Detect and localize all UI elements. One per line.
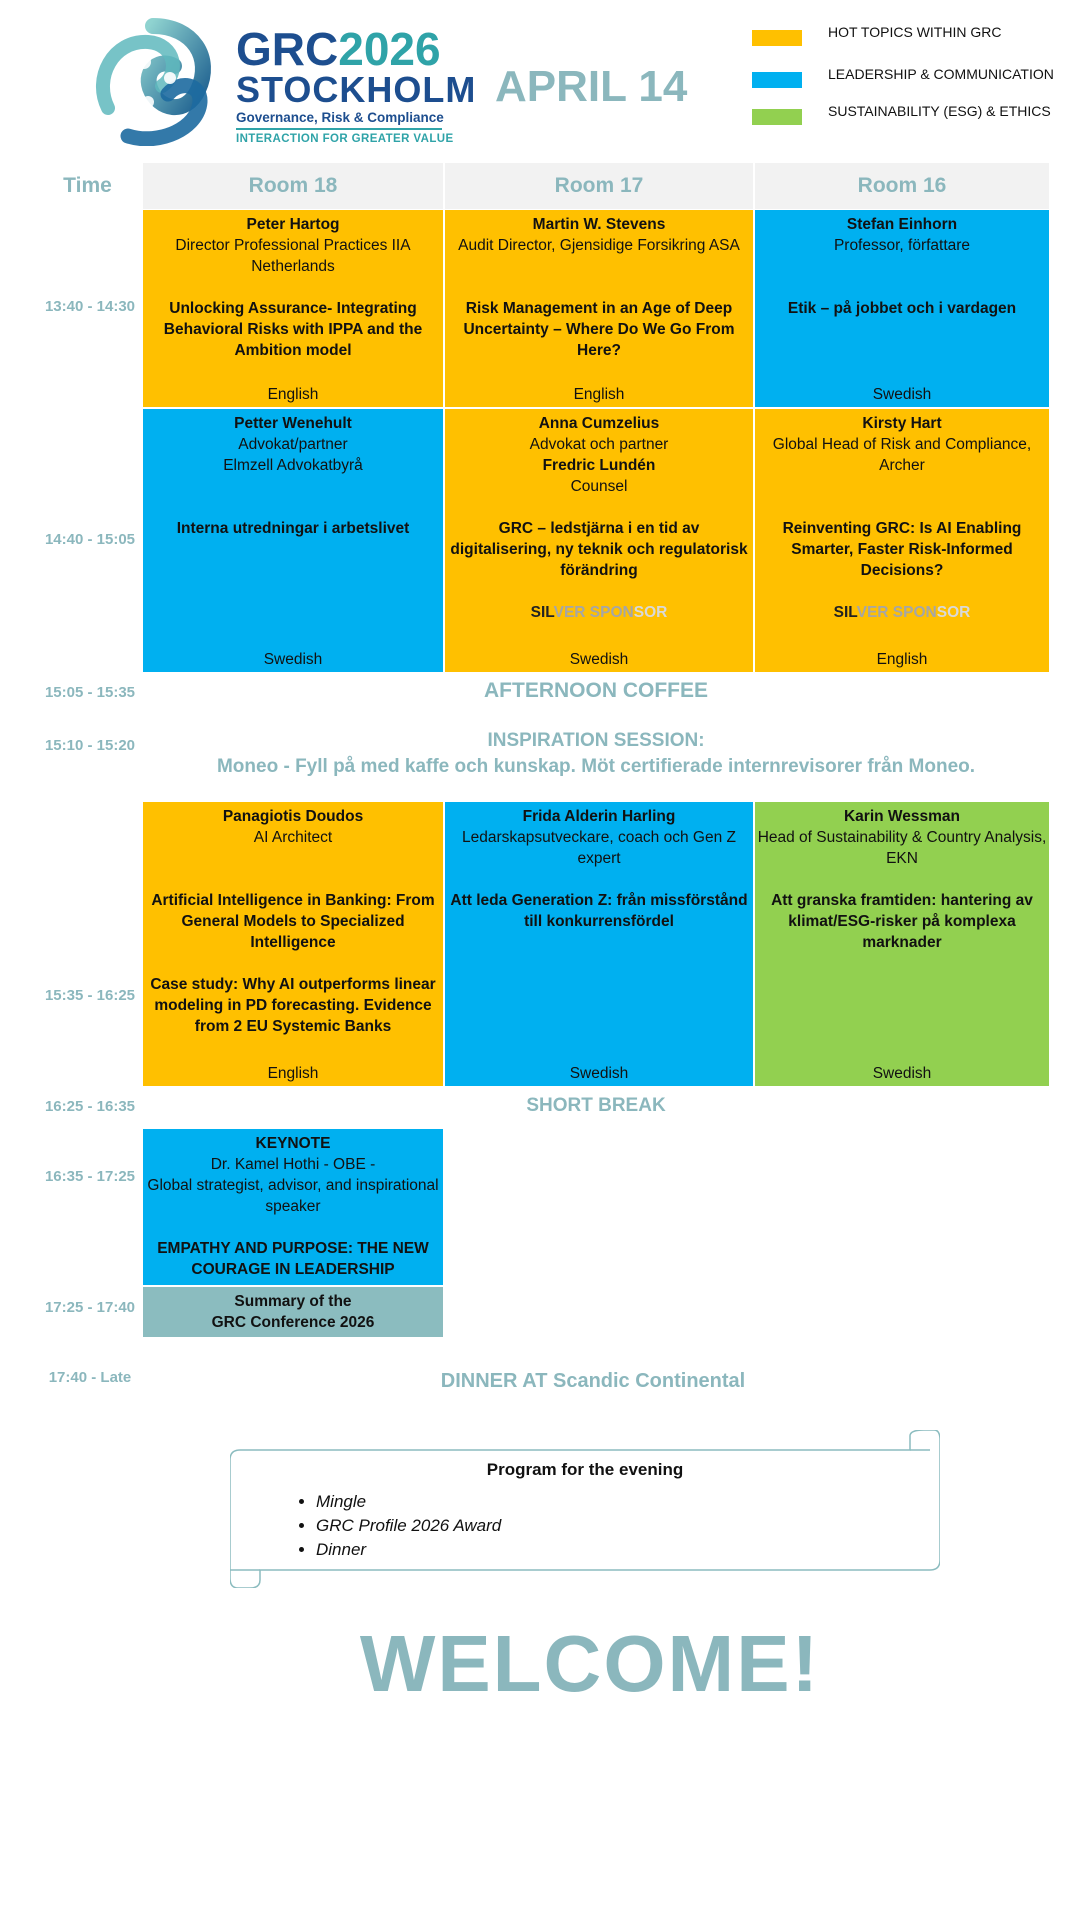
speaker-name: Kirsty Hart bbox=[862, 415, 942, 432]
session-title: Reinventing GRC: Is AI Enabling Smarter, Faster Risk-Informed Decisions? bbox=[782, 520, 1022, 579]
column-header-room-17: Room 17 bbox=[445, 163, 753, 209]
session-card[interactable] bbox=[755, 409, 1049, 672]
time-summary: 17:25 - 17:40 bbox=[44, 1299, 136, 1316]
speaker-role: Advokat/partner bbox=[238, 436, 348, 453]
session-title: Etik – på jobbet och i vardagen bbox=[787, 300, 1017, 317]
session-subtitle: Case study: Why AI outperforms linear modeling in PD forecasting. Evidence from 2 EU Systemic Banks bbox=[150, 976, 436, 1035]
speaker-role: Global Head of Risk and Compliance, Archer bbox=[772, 436, 1032, 474]
speaker-name: Karin Wessman bbox=[843, 808, 960, 825]
legend-swatch bbox=[752, 109, 802, 125]
speaker-role: Audit Director, Gjensidige Forsikring ASA bbox=[458, 237, 740, 254]
list-item: • Mingle bbox=[316, 1490, 501, 1514]
speaker-name: Petter Wenehult bbox=[234, 415, 352, 432]
session-card[interactable] bbox=[445, 802, 753, 1086]
conference-logo bbox=[88, 18, 477, 146]
column-header-time: Time bbox=[63, 174, 112, 197]
list-item: • GRC Profile 2026 Award bbox=[316, 1514, 501, 1538]
evening-program-list bbox=[300, 1490, 501, 1562]
speaker-role: AI Architect bbox=[253, 829, 333, 846]
keynote-heading: KEYNOTE bbox=[255, 1135, 331, 1152]
logo-tagline: INTERACTION FOR GREATER VALUE bbox=[236, 133, 454, 145]
speaker-name: Peter Hartog bbox=[246, 216, 340, 233]
speaker-name: Frida Alderin Harling bbox=[522, 808, 676, 825]
session-card[interactable] bbox=[143, 210, 443, 407]
afternoon-coffee-label: AFTERNOON COFFEE bbox=[484, 679, 708, 702]
legend-swatch bbox=[752, 30, 802, 46]
session-title: Artificial Intelligence in Banking: From General Models to Specialized Intelligence bbox=[151, 892, 435, 951]
speaker-role: Ledarskapsutveckare, coach och Gen Z expert bbox=[462, 829, 736, 867]
speaker-role: Head of Sustainability & Country Analysis, EKN bbox=[757, 829, 1047, 867]
inspiration-session-detail: Moneo - Fyll på med kaffe och kunskap. Möt certifierade internrevisorer från Moneo. bbox=[216, 756, 976, 777]
logo-subtitle: Governance, Risk & Compliance bbox=[236, 110, 444, 125]
time-slot-3: 15:35 - 16:25 bbox=[44, 987, 136, 1004]
logo-word-grc: GRC bbox=[236, 23, 339, 75]
session-title: GRC – ledstjärna i en tid av digitalisering, ny teknik och regulatorisk förändring bbox=[450, 520, 748, 579]
speaker-name-2: Fredric Lundén bbox=[542, 457, 656, 474]
time-slot-2: 14:40 - 15:05 bbox=[44, 531, 136, 548]
session-language: English bbox=[267, 386, 319, 403]
keynote-role: Global strategist, advisor, and inspirational speaker bbox=[147, 1177, 439, 1215]
session-title: Att leda Generation Z: från missförstånd till konkurrensfördel bbox=[450, 892, 748, 930]
session-language: English bbox=[267, 1065, 319, 1082]
speaker-name: Anna Cumzelius bbox=[538, 415, 660, 432]
time-keynote: 16:35 - 17:25 bbox=[44, 1168, 136, 1185]
speaker-role: Advokat och partner bbox=[529, 436, 669, 453]
session-card[interactable] bbox=[143, 802, 443, 1086]
session-language: Swedish bbox=[872, 386, 932, 403]
speaker-name: Stefan Einhorn bbox=[846, 216, 958, 233]
speaker-role-2: Counsel bbox=[570, 478, 628, 495]
short-break-label: SHORT BREAK bbox=[526, 1095, 666, 1116]
session-card[interactable] bbox=[445, 409, 753, 672]
dinner-label: DINNER AT Scandic Continental bbox=[440, 1370, 746, 1392]
evening-program-title: Program for the evening bbox=[486, 1460, 684, 1479]
event-date: APRIL 14 bbox=[495, 62, 688, 111]
welcome-heading: WELCOME! bbox=[359, 1619, 821, 1708]
inspiration-session-label: INSPIRATION SESSION: bbox=[487, 730, 705, 751]
logo-city: STOCKHOLM bbox=[236, 69, 477, 110]
speaker-org: Netherlands bbox=[251, 258, 335, 275]
keynote-card[interactable] bbox=[143, 1129, 443, 1285]
speaker-org: Elmzell Advokatbyrå bbox=[223, 457, 363, 474]
summary-line-1: Summary of the bbox=[234, 1293, 352, 1310]
session-language: Swedish bbox=[569, 1065, 629, 1082]
legend-label: LEADERSHIP & COMMUNICATION bbox=[828, 66, 1054, 82]
logo-word-year: 2026 bbox=[338, 23, 441, 75]
logo-knot-icon bbox=[88, 18, 218, 146]
time-inspiration: 15:10 - 15:20 bbox=[44, 737, 136, 754]
legend-label: HOT TOPICS WITHIN GRC bbox=[828, 24, 1002, 40]
session-language: English bbox=[876, 651, 928, 668]
legend-label: SUSTAINABILITY (ESG) & ETHICS bbox=[828, 103, 1051, 119]
time-coffee: 15:05 - 15:35 bbox=[44, 684, 136, 701]
legend-swatch bbox=[752, 72, 802, 88]
column-header-room-18: Room 18 bbox=[143, 163, 443, 209]
session-title: Unlocking Assurance- Integrating Behavioral Risks with IPPA and the Ambition model bbox=[163, 300, 423, 359]
column-header-room-16: Room 16 bbox=[755, 163, 1049, 209]
list-item: • Dinner bbox=[316, 1538, 501, 1562]
speaker-role: Director Professional Practices IIA bbox=[175, 237, 411, 254]
session-card[interactable] bbox=[755, 802, 1049, 1086]
sponsor-label: SILVER SPONSOR bbox=[833, 604, 971, 621]
summary-line-2: GRC Conference 2026 bbox=[211, 1314, 375, 1331]
session-language: Swedish bbox=[263, 651, 323, 668]
session-title: Att granska framtiden: hantering av klimat/ESG-risker på komplexa marknader bbox=[771, 892, 1033, 951]
time-break: 16:25 - 16:35 bbox=[44, 1098, 136, 1115]
session-language: Swedish bbox=[872, 1065, 932, 1082]
time-dinner: 17:40 - Late bbox=[48, 1369, 132, 1386]
session-language: English bbox=[573, 386, 625, 403]
session-card[interactable] bbox=[755, 210, 1049, 407]
speaker-name: Panagiotis Doudos bbox=[222, 808, 364, 825]
session-card[interactable] bbox=[445, 210, 753, 407]
speaker-role: Professor, författare bbox=[833, 237, 971, 254]
session-language: Swedish bbox=[569, 651, 629, 668]
keynote-title: EMPATHY AND PURPOSE: THE NEW COURAGE IN LEADERSHIP bbox=[157, 1240, 429, 1278]
speaker-name: Martin W. Stevens bbox=[532, 216, 666, 233]
sponsor-label: SILVER SPONSOR bbox=[530, 604, 668, 621]
session-title: Interna utredningar i arbetslivet bbox=[176, 520, 410, 537]
keynote-speaker: Dr. Kamel Hothi - OBE - bbox=[210, 1156, 376, 1173]
session-title: Risk Management in an Age of Deep Uncertainty – Where Do We Go From Here? bbox=[463, 300, 735, 359]
time-slot-1: 13:40 - 14:30 bbox=[44, 298, 136, 315]
summary-card[interactable] bbox=[143, 1287, 443, 1337]
session-card[interactable] bbox=[143, 409, 443, 672]
